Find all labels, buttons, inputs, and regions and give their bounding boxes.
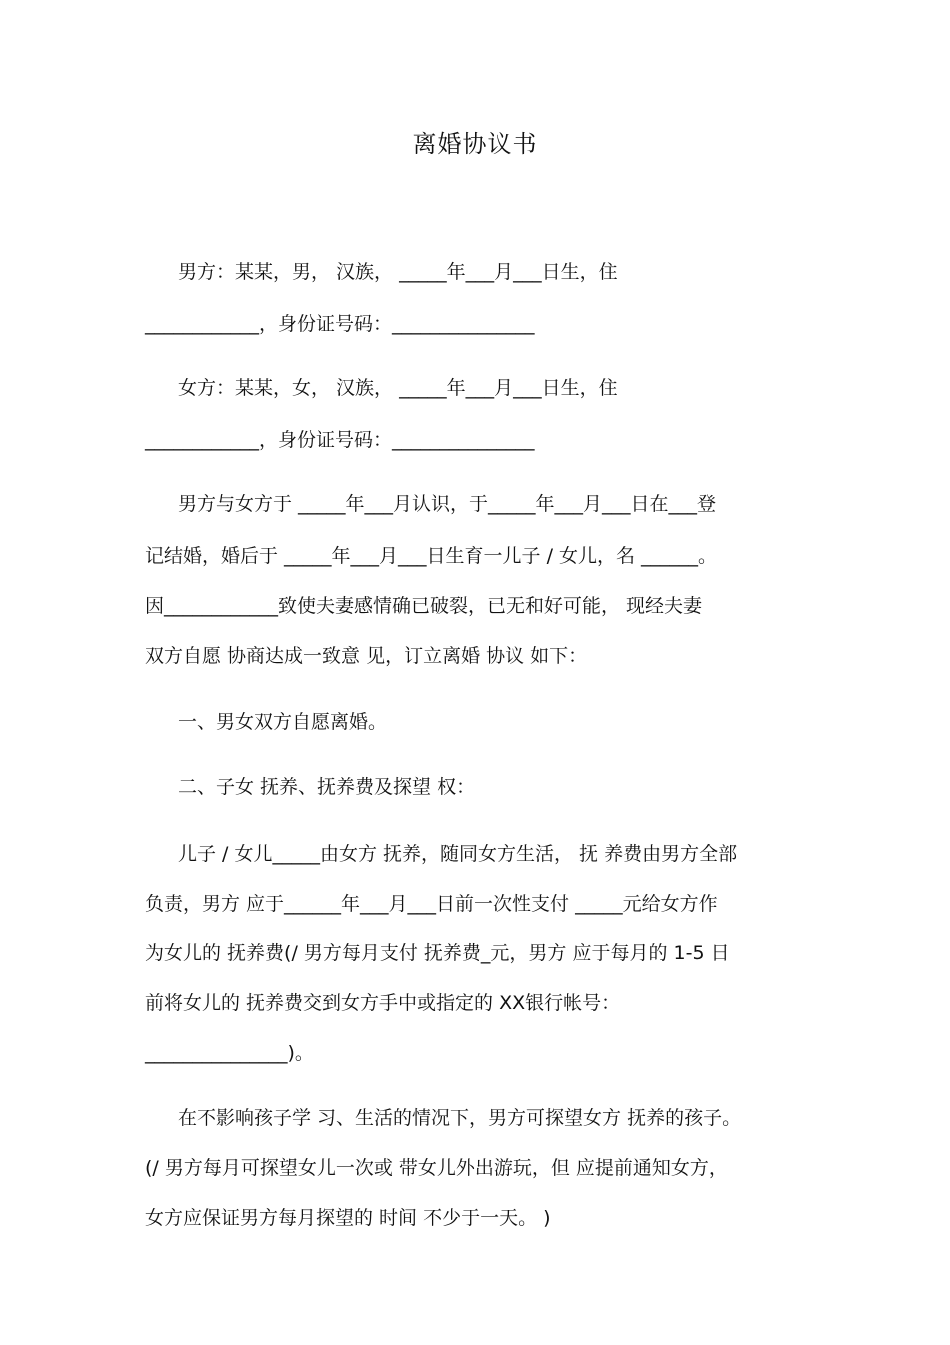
- husband-info-line-1: 男方：某某，男， 汉族， _____年___月___日生，住: [178, 261, 618, 283]
- custody-paragraph-line-3: 为女儿的 抚养费(/ 男方每月支付 抚养费_元，男方 应于每月的 1-5 日: [145, 942, 730, 964]
- custody-paragraph-line-4: 前将女儿的 抚养费交到女方手中或指定的 XX银行帐号：: [145, 992, 621, 1014]
- visitation-paragraph-line-3: 女方应保证男方每月探望的 时间 不少于一天。 ): [145, 1207, 551, 1229]
- visitation-paragraph-line-2: (/ 男方每月可探望女儿一次或 带女儿外出游玩，但 应提前通知女方，: [145, 1157, 728, 1179]
- clause-1: 一、男女双方自愿离婚。: [178, 711, 388, 733]
- document-title: 离婚协议书: [412, 130, 538, 158]
- wife-info-line-1: 女方：某某，女， 汉族， _____年___月___日生，住: [178, 377, 618, 399]
- marriage-paragraph-line-2: 记结婚，婚后于 _____年___月___日生育一儿子 / 女儿，名 ______。: [145, 545, 718, 567]
- marriage-paragraph-line-4: 双方自愿 协商达成一致意 见，订立离婚 协议 如下：: [145, 645, 588, 667]
- custody-paragraph-line-5: _______________)。: [145, 1042, 314, 1064]
- husband-info-line-2: ____________，身份证号码：_______________: [145, 313, 535, 335]
- custody-paragraph-line-1: 儿子 / 女儿_____由女方 抚养，随同女方生活， 抚 养费由男方全部: [178, 843, 738, 865]
- visitation-paragraph-line-1: 在不影响孩子学 习、生活的情况下，男方可探望女方 抚养的孩子。: [178, 1107, 742, 1129]
- clause-2-heading: 二、子女 抚养、抚养费及探望 权：: [178, 776, 476, 798]
- marriage-paragraph-line-3: 因____________致使夫妻感情确已破裂，已无和好可能， 现经夫妻: [145, 595, 703, 617]
- custody-paragraph-line-2: 负责，男方 应于______年___月___日前一次性支付 _____元给女方作: [145, 893, 718, 915]
- marriage-paragraph-line-1: 男方与女方于 _____年___月认识，于_____年___月___日在___登: [178, 493, 717, 515]
- wife-info-line-2: ____________，身份证号码：_______________: [145, 429, 535, 451]
